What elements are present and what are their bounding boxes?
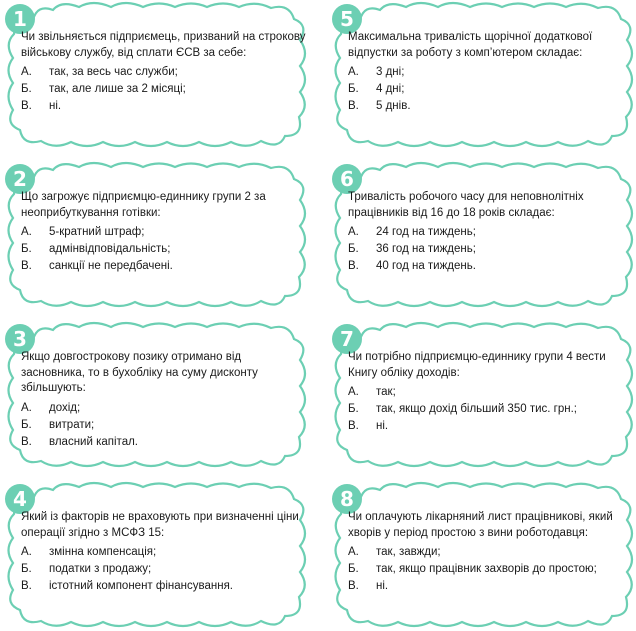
option-letter: Б. <box>348 563 359 575</box>
question-text: Чи звільняється підприємець, призваний на строкову військову службу, від сплати ЄСВ за себе: <box>21 31 306 59</box>
option-letter: Б. <box>348 243 359 255</box>
answer-option <box>348 241 633 258</box>
answer-option <box>348 81 633 98</box>
option-letter: Б. <box>21 563 32 575</box>
answer-option <box>348 401 633 418</box>
answer-option <box>348 544 633 561</box>
option-letter: Б. <box>21 83 32 95</box>
question-text: Чи потрібно підприємцю-единнику групи 4 вести Книгу обліку доходів: <box>348 351 606 379</box>
option-text: так, якщо працівник захворів до простою; <box>376 563 597 575</box>
option-text: 4 дні; <box>376 83 405 95</box>
option-text: так, за весь час служби; <box>49 66 178 78</box>
answer-option <box>348 258 633 275</box>
option-text: адмінвідповідальність; <box>49 243 171 255</box>
option-text: 5 днів. <box>376 100 411 112</box>
answer-options <box>21 224 306 275</box>
option-letter: В. <box>21 580 32 592</box>
option-letter: Б. <box>21 418 32 431</box>
question-number: 3 <box>13 327 27 351</box>
answer-option <box>21 434 306 451</box>
answer-option <box>348 578 633 595</box>
answer-option <box>348 224 633 241</box>
option-letter: Б. <box>348 403 359 415</box>
option-text: ні. <box>376 580 389 592</box>
answer-option <box>21 258 306 275</box>
option-letter: В. <box>348 580 359 592</box>
option-text: податки з продажу; <box>49 563 152 575</box>
option-letter: В. <box>21 435 32 448</box>
option-text: 36 год на тиждень; <box>376 243 476 255</box>
answer-option <box>21 544 306 561</box>
option-letter: Б. <box>21 243 32 255</box>
question-number: 1 <box>13 7 27 31</box>
option-letter: В. <box>348 260 359 272</box>
question-number: 8 <box>340 487 354 511</box>
answer-option <box>21 578 306 595</box>
option-text: 3 дні; <box>376 66 405 78</box>
option-text: ні. <box>376 420 389 432</box>
answer-option <box>348 64 633 81</box>
option-text: 24 год на тиждень; <box>376 226 476 238</box>
answer-options <box>348 384 633 435</box>
option-letter: А. <box>348 386 359 398</box>
option-text: істотний компонент фінансування. <box>49 580 234 592</box>
option-text: змінна компенсація; <box>49 546 157 558</box>
answer-options <box>21 64 306 115</box>
question-number: 5 <box>340 7 354 31</box>
answer-option <box>21 400 306 417</box>
quiz-card-5 <box>328 0 636 150</box>
question-number: 2 <box>13 167 27 191</box>
answer-options <box>348 64 633 115</box>
answer-options <box>21 400 306 451</box>
answer-options <box>348 544 633 595</box>
option-letter: А. <box>21 66 32 78</box>
question-text: Максимальна тривалість щорічної додаткової відпустки за роботу з комп’ютером складає: <box>348 31 593 59</box>
answer-option <box>21 224 306 241</box>
quiz-card-4 <box>1 480 311 630</box>
option-letter: А. <box>348 546 359 558</box>
option-text: ні. <box>49 100 62 112</box>
answer-option <box>21 81 306 98</box>
answer-option <box>348 561 633 578</box>
question-text: Чи оплачують лікарняний лист працівникові, який хворів у період простою з вини роботодавця: <box>348 511 613 539</box>
option-letter: В. <box>348 420 359 432</box>
answer-option <box>348 98 633 115</box>
option-text: 5-кратний штраф; <box>49 226 145 238</box>
question-text: Який із факторів не враховують при визначенні ціни операції згідно з МСФЗ 15: <box>21 511 299 539</box>
option-letter: А. <box>21 226 32 238</box>
option-letter: В. <box>21 260 32 272</box>
option-text: власний капітал. <box>49 435 138 448</box>
option-text: дохід; <box>49 401 81 414</box>
quiz-card-3 <box>1 320 311 470</box>
quiz-card-8 <box>328 480 636 630</box>
question-number: 7 <box>340 327 354 351</box>
option-text: так; <box>376 386 396 398</box>
question-number: 6 <box>340 167 354 191</box>
option-text: санкції не передбачені. <box>49 260 173 272</box>
question-text: Тривалість робочого часу для неповнолітніх працівників від 16 до 18 років складає: <box>348 191 584 219</box>
option-text: 40 год на тиждень. <box>376 260 476 272</box>
answer-option <box>21 417 306 434</box>
quiz-card-2 <box>1 160 311 310</box>
answer-option <box>21 561 306 578</box>
option-letter: Б. <box>348 83 359 95</box>
option-text: витрати; <box>49 418 95 431</box>
answer-option <box>348 384 633 401</box>
option-letter: А. <box>348 226 359 238</box>
answer-option <box>21 241 306 258</box>
answer-option <box>21 98 306 115</box>
option-letter: В. <box>21 100 32 112</box>
question-text: Що загрожує підприємцю-единнику групи 2 за неоприбуткування готівки: <box>21 191 266 219</box>
option-letter: А. <box>21 546 32 558</box>
answer-option <box>21 64 306 81</box>
option-letter: А. <box>21 401 32 414</box>
answer-options <box>348 224 633 275</box>
option-letter: А. <box>348 66 359 78</box>
option-letter: В. <box>348 100 359 112</box>
option-text: так, якщо дохід більший 350 тис. грн.; <box>376 403 577 415</box>
answer-option <box>348 418 633 435</box>
quiz-card-6 <box>328 160 636 310</box>
option-text: так, але лише за 2 місяці; <box>49 83 186 95</box>
quiz-card-1 <box>1 0 311 150</box>
question-number: 4 <box>13 487 27 511</box>
answer-options <box>21 544 306 595</box>
question-text: Якщо довгострокову позику отримано від засновника, то в бухобліку на суму дисконту збільшують: <box>21 351 258 394</box>
quiz-card-7 <box>328 320 636 470</box>
option-text: так, завжди; <box>376 546 441 558</box>
